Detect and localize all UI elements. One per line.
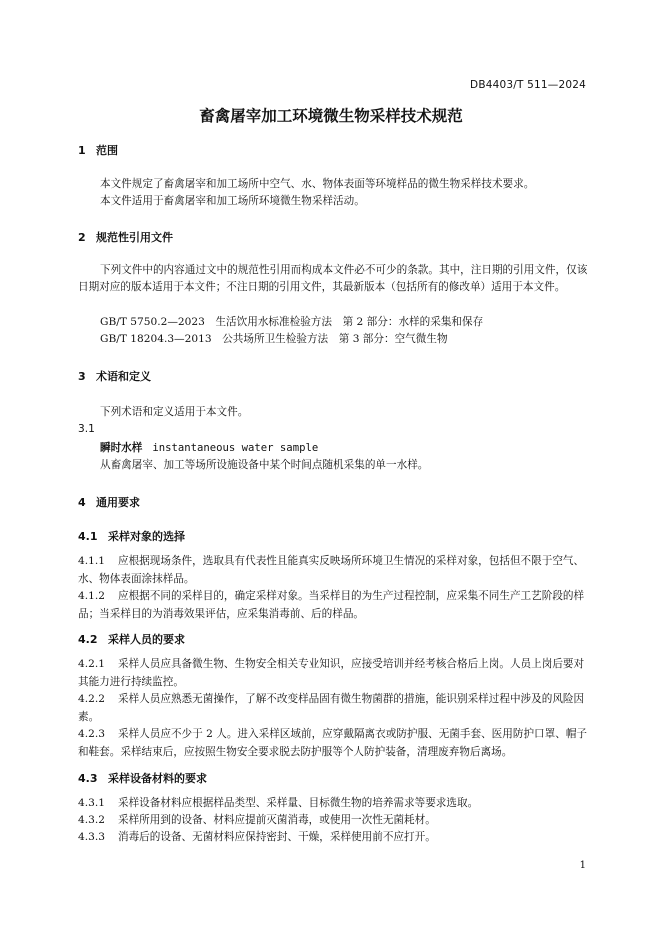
clause-4-1-2: 4.1.2 应根据不同的采样目的，确定采样对象。当采样目的为生产过程控制，应采集不同生产工艺阶段的样品；当采样目的为消毒效果评估，应采集消毒前、后的样品。	[78, 590, 585, 620]
section-1-para-1: 本文件规定了畜禽屠宰和加工场所中空气、水、物体表面等环境样品的微生物采样技术要求。	[100, 178, 535, 190]
document-code: DB4403/T 511—2024	[470, 79, 586, 91]
reference-1: GB/T 5750.2—2023 生活饮用水标准检验方法 第 2 部分：水样的采集和保存	[100, 316, 484, 328]
term-id: 3.1	[78, 423, 95, 435]
term-definition: 从畜禽屠宰、加工等场所设施设备中某个时间点随机采集的单一水样。	[100, 459, 429, 471]
section-3-heading: 3 术语和定义	[78, 370, 151, 383]
document-title: 畜禽屠宰加工环境微生物采样技术规范	[199, 107, 463, 125]
section-2-intro: 下列文件中的内容通过文中的规范性引用而构成本文件必不可少的条款。其中，注日期的引用文件，仅该日期对应的版本适用于本文件；不注日期的引用文件，其最新版本（包括所有的修改单）适用于本文件。	[78, 264, 588, 293]
clause-4-3-2: 4.3.2 采样所用到的设备、材料应提前灭菌消毒，或使用一次性无菌耗材。	[78, 814, 436, 826]
clause-4-2-3: 4.2.3 采样人员应不少于 2 人。进入采样区域前，应穿戴隔离衣或防护服、无菌手套、医用防护口罩、帽子和鞋套。采样结束后，应按照生物安全要求脱去防护服等个人防护装备，清理废弃物后离场。	[78, 728, 588, 758]
clause-4-2-1: 4.2.1 采样人员应具备微生物、生物安全相关专业知识，应接受培训并经考核合格后上岗。人员上岗后要对其能力进行持续监控。	[78, 658, 585, 688]
section-4-2-heading: 4.2 采样人员的要求	[78, 633, 185, 646]
section-4-3-heading: 4.3 采样设备材料的要求	[78, 772, 207, 785]
section-3-intro: 下列术语和定义适用于本文件。	[100, 406, 249, 418]
reference-2: GB/T 18204.3—2013 公共场所卫生检验方法 第 3 部分：空气微生物	[100, 333, 448, 345]
section-1-para-2: 本文件适用于畜禽屠宰和加工场所环境微生物采样活动。	[100, 195, 365, 207]
section-1-heading: 1 范围	[78, 144, 118, 157]
term-cn: 瞬时水样	[100, 442, 143, 454]
clause-4-2-2: 4.2.2 采样人员应熟悉无菌操作，了解不改变样品固有微生物菌群的措施，能识别采样过程中涉及的风险因素。	[78, 693, 585, 723]
clause-4-3-1: 4.3.1 采样设备材料应根据样品类型、采样量、目标微生物的培养需求等要求选取。	[78, 797, 479, 809]
term-name	[100, 440, 318, 455]
section-2-heading: 2 规范性引用文件	[78, 231, 173, 244]
page-number: 1	[579, 860, 586, 871]
clause-4-1-1: 4.1.1 应根据现场条件，选取具有代表性且能真实反映场所环境卫生情况的采样对象，包括但不限于空气、水、物体表面涂抹样品。	[78, 555, 585, 585]
clause-4-3-3: 4.3.3 消毒后的设备、无菌材料应保持密封、干燥，采样使用前不应打开。	[78, 831, 436, 843]
section-4-heading: 4 通用要求	[78, 496, 140, 509]
section-4-1-heading: 4.1 采样对象的选择	[78, 530, 185, 543]
term-en: instantaneous water sample	[152, 442, 319, 454]
